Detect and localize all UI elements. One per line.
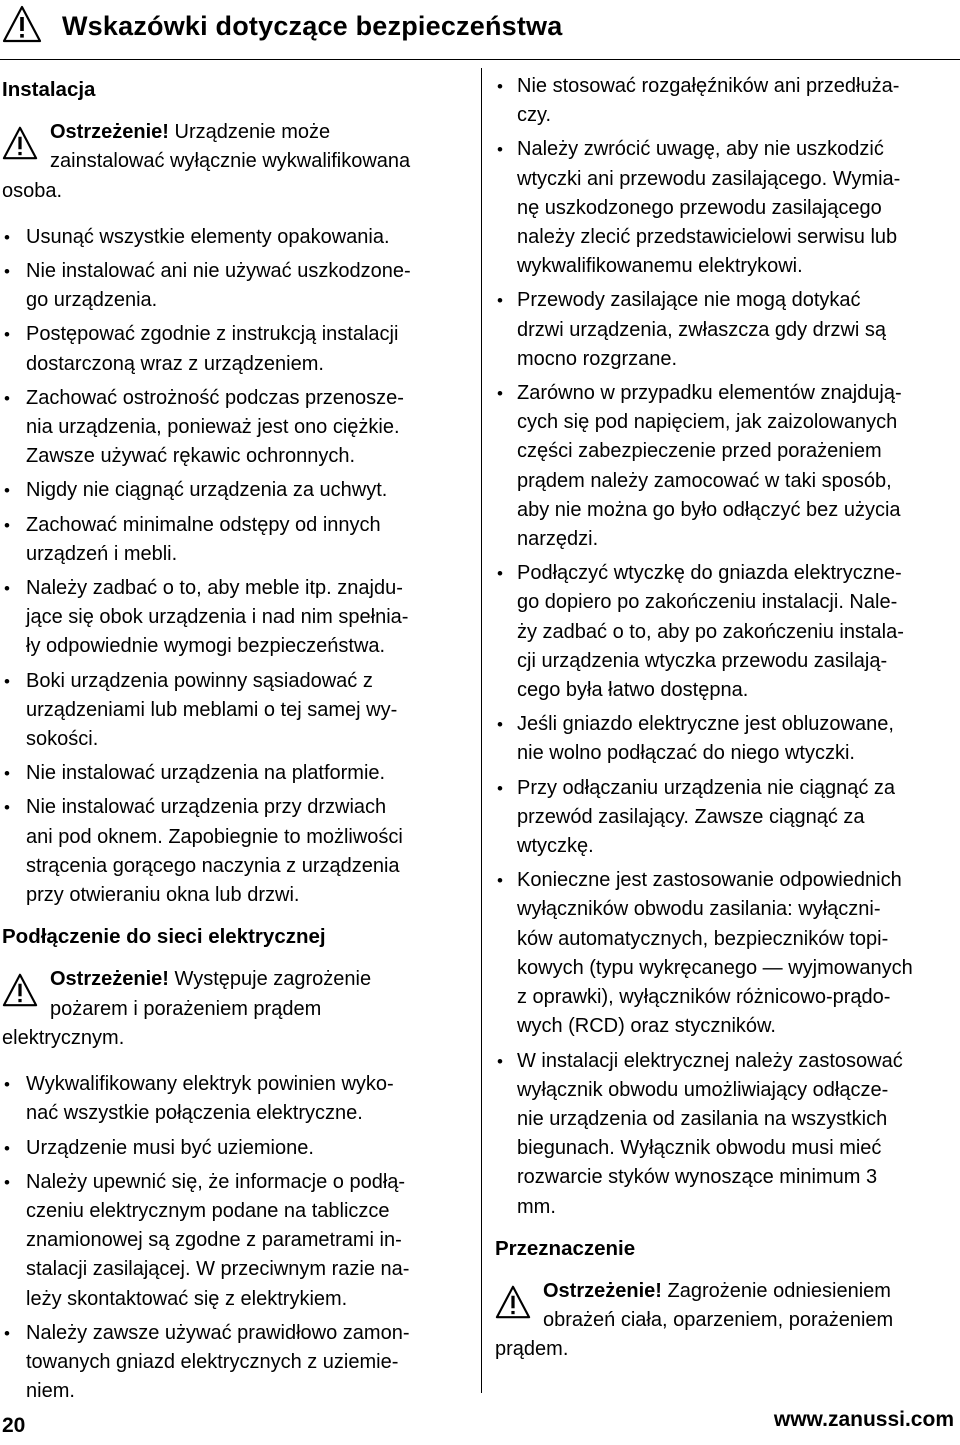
list-item [2,257,450,315]
list-item-line: cego była łatwo dostępna. [517,679,749,702]
warning-triangle-icon [2,126,38,169]
list-item-line: Boki urządzenia powinny sąsiadować z [26,669,373,692]
list-item-line: narzędzi. [517,528,599,551]
list-item [495,559,951,705]
warning-text-line: prądem. [495,1338,569,1361]
list-item-line: przy otwieraniu okna lub drzwi. [26,884,300,907]
list-item [2,476,450,505]
list-item-line: aby nie można go było odłączyć bez użycia [517,498,901,521]
list-item-line: Należy zadbać o to, aby meble itp. znajdu- [26,577,403,600]
list-item-line: ży zadbać o to, aby po zakończeniu instala- [517,620,904,643]
right-column [495,72,951,1382]
list-item-line: jące się obok urządzenia i nad nim spełnia- [26,606,409,629]
list-item-line: kowych (typu wykręcanego — wyjmowanych [517,956,913,979]
warning-text-line: zainstalować wyłącznie wykwalifikowana [50,150,411,173]
warning-text-line: Zagrożenie odniesieniem [661,1279,891,1302]
installation-list [2,223,450,910]
warning-text-line: Występuje zagrożenie [168,968,372,991]
list-item-line: nia urządzenia, ponieważ jest ono ciężkie. [26,416,400,439]
list-item [2,759,450,788]
page-header [0,0,960,60]
list-item-line: ły odpowiednie wymogi bezpieczeństwa. [26,635,386,658]
list-item-line: go urządzenia. [26,289,158,312]
list-item-line: Zachować ostrożność podczas przenosze- [26,386,404,409]
list-item-line: przewód zasilający. Zawsze ciągnąć za [517,805,865,828]
list-item [2,384,450,472]
list-item-line: Nie stosować rozgałęźników ani przedłuża- [517,75,900,97]
list-item-line: nać wszystkie połączenia elektryczne. [26,1102,363,1125]
list-item-line: z oprawki), wyłączników różnicowo-prądo- [517,986,891,1009]
warning-text-line: Urządzenie może [168,121,331,144]
list-item [495,710,951,768]
list-item-line: wtyczki ani przewodu zasilającego. Wymia- [517,167,901,190]
list-item [2,793,450,910]
list-item [495,866,951,1041]
list-item [2,223,450,252]
list-item-line: Przy odłączaniu urządzenia nie ciągnąć za [517,776,895,799]
list-item [495,135,951,281]
list-item [2,1070,450,1128]
list-item [495,286,951,374]
list-item-line: Zarówno w przypadku elementów znajdują- [517,382,902,405]
electrical-list [2,1070,450,1406]
warning-block-electrical [2,965,450,1053]
list-item [2,574,450,662]
list-item-line: towanych gniazd elektrycznych z uziemie- [26,1350,399,1373]
list-item-line: należy zlecić przedstawicielowi serwisu lub [517,226,898,249]
list-item-line: dostarczoną wraz z urządzeniem. [26,352,324,375]
list-item [2,667,450,755]
warning-text-line: elektrycznym. [2,1026,125,1049]
warning-text-line: obrażeń ciała, oparzeniem, porażeniem [543,1309,894,1332]
list-item [495,774,951,862]
warning-label: Ostrzeżenie! [50,121,169,144]
electrical-list-continued [495,72,951,1222]
list-item-line: biegunach. Wyłącznik obwodu musi mieć [517,1137,882,1160]
list-item-line: niem. [26,1380,75,1403]
list-item-line: Postępować zgodnie z instrukcją instalacji [26,323,399,346]
list-item-line: czy. [517,104,552,127]
list-item-line: Nigdy nie ciągnąć urządzenia za uchwyt. [26,479,388,502]
page-number: 20 [2,1414,26,1437]
list-item-line: leży skontaktować się z elektrykiem. [26,1287,348,1310]
list-item-line: Zachować minimalne odstępy od innych [26,513,381,536]
list-item-line: Przewody zasilające nie mogą dotykać [517,289,861,312]
warning-triangle-icon [2,4,42,49]
column-divider [481,68,482,1393]
list-item-line: Należy zawsze używać prawidłowo zamon- [26,1321,410,1344]
list-item-line: Zawsze używać rękawic ochronnych. [26,445,356,468]
list-item [2,1168,450,1314]
list-item-line: rozwarcie styków wynoszące minimum 3 [517,1166,878,1189]
list-item-line: Jeśli gniazdo elektryczne jest obluzowane, [517,713,894,736]
list-item-line: wyłącznik obwodu umożliwiający odłącze- [517,1078,889,1101]
list-item-line: cji urządzenia wtyczka przewodu zasilają- [517,649,888,672]
warning-label: Ostrzeżenie! [50,968,169,991]
list-item-line: strącenia gorącego naczynia z urządzenia [26,854,400,877]
list-item-line: mocno rozgrzane. [517,347,678,370]
list-item-line: wtyczkę. [517,835,594,858]
list-item-line: urządzeń i mebli. [26,542,178,565]
list-item-line: ków automatycznych, bezpieczników topi- [517,927,889,950]
warning-text-line: pożarem i porażeniem prądem [50,997,322,1020]
list-item-line: drzwi urządzenia, zwłaszcza gdy drzwi są [517,318,887,341]
warning-triangle-icon [2,973,38,1016]
list-item-line: stalacji zasilającej. W przeciwnym razie na- [26,1258,410,1281]
list-item-line: znamionowej są zgodne z parametrami in- [26,1229,402,1252]
list-item-line: nie wolno podłączać do niego wtyczki. [517,742,855,765]
list-item [495,72,951,130]
list-item-line: urządzeniami lub meblami o tej samej wy- [26,698,398,721]
list-item-line: Podłączyć wtyczkę do gniazda elektryczne- [517,562,902,585]
list-item [2,1134,450,1163]
warning-text-line: osoba. [2,179,63,202]
list-item-line: Konieczne jest zastosowanie odpowiednich [517,869,902,892]
list-item-line: wykwalifikowanemu elektrykowi. [517,255,803,278]
list-item-line: Wykwalifikowany elektryk powinien wyko- [26,1073,394,1096]
list-item-line: czeniu elektrycznym podane na tabliczce [26,1199,390,1222]
list-item-line: wych (RCD) oraz styczników. [517,1015,776,1038]
list-item-line: wyłączników obwodu zasilania: wyłączni- [517,898,881,921]
list-item-line: ani pod oknem. Zapobiegnie to możliwości [26,825,403,848]
list-item-line: Usunąć wszystkie elementy opakowania. [26,225,390,248]
list-item-line: sokości. [26,728,99,751]
list-item [2,1319,450,1407]
section-heading-electrical: Podłączenie do sieci elektrycznej [2,925,326,949]
list-item-line: prądem należy zamocować w taki sposób, [517,469,892,492]
list-item-line: Należy zwrócić uwagę, aby nie uszkodzić [517,138,884,161]
list-item-line: Nie instalować ani nie używać uszkodzone- [26,260,411,283]
page-title: Wskazówki dotyczące bezpieczeństwa [62,11,563,41]
list-item-line: go dopiero po zakończeniu instalacji. Nale- [517,591,898,614]
warning-triangle-icon [495,1285,531,1328]
footer-url: www.zanussi.com [773,1408,954,1431]
warning-label: Ostrzeżenie! [543,1279,662,1302]
list-item [2,511,450,569]
list-item-line: nę uszkodzonego przewodu zasilającego [517,196,882,219]
section-heading-installation: Instalacja [2,78,96,101]
list-item-line: części zabezpieczenie przed porażeniem [517,440,882,463]
list-item [495,379,951,554]
list-item [495,1047,951,1222]
list-item-line: Urządzenie musi być uziemione. [26,1136,314,1159]
section-heading-purpose: Przeznaczenie [495,1236,636,1260]
list-item-line: Nie instalować urządzenia na platformie. [26,762,386,785]
left-column [2,72,450,1411]
list-item-line: W instalacji elektrycznej należy zastosować [517,1049,903,1072]
list-item-line: Nie instalować urządzenia przy drzwiach [26,796,387,819]
list-item-line: cych się pod napięciem, jak zaizolowanych [517,411,898,434]
list-item [2,320,450,378]
warning-block-installation [2,118,450,206]
list-item-line: mm. [517,1195,556,1218]
list-item-line: Należy upewnić się, że informacje o podłą- [26,1170,406,1193]
warning-block-purpose [495,1277,951,1365]
list-item-line: nie urządzenia od zasilania na wszystkich [517,1107,888,1130]
